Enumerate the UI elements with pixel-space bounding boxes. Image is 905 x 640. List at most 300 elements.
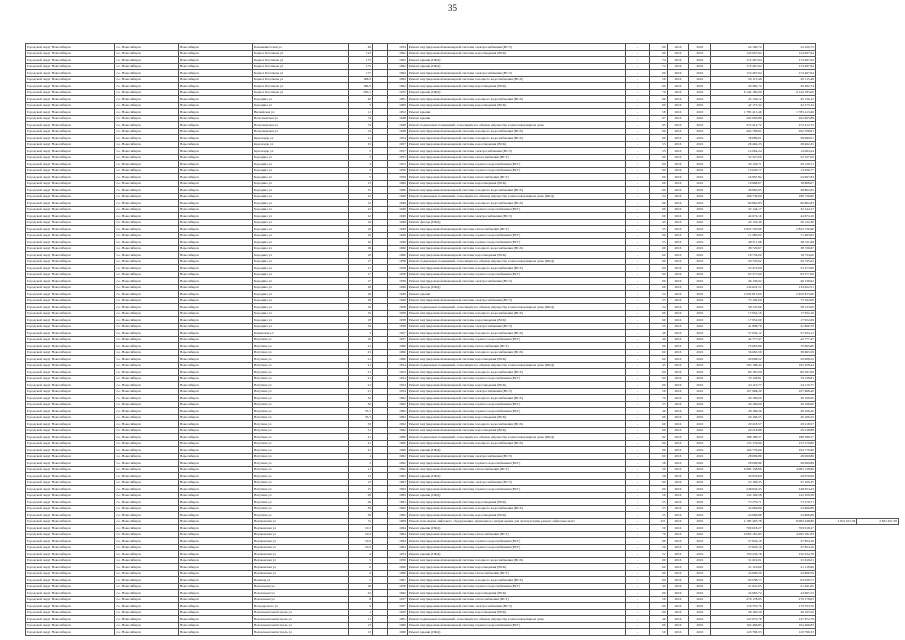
- table-cell: Городской округ Новосибирск: [26, 382, 115, 389]
- table-cell: 24 665,72: [711, 590, 763, 597]
- table-cell: 1957: [388, 596, 408, 603]
- table-cell: 1949: [388, 193, 408, 200]
- table-cell: Ремонт внутридомовой инженерной системы горячего водоснабжения (ВСГ): [407, 486, 625, 493]
- table-cell: 1960: [388, 102, 408, 109]
- table-cell: 54: [650, 304, 667, 311]
- table-cell: Городской округ Новосибирск: [26, 57, 115, 64]
- table-cell: 2016: [689, 265, 711, 272]
- table-cell: Бородина ул: [252, 271, 348, 278]
- table-cell: 74: [650, 63, 667, 70]
- table-cell: 70 605,80: [711, 343, 763, 350]
- table-cell: 18: [348, 245, 372, 252]
- table-cell: 188 186,57: [711, 434, 763, 441]
- table-cell: Городской округ Новосибирск: [26, 440, 115, 447]
- table-cell: 2016: [667, 232, 689, 239]
- table-cell: 194 776,60: [711, 447, 763, 454]
- table-cell: -: [626, 76, 650, 83]
- table-cell: 2016: [667, 434, 689, 441]
- table-cell: 2016: [667, 89, 689, 96]
- table-cell: 20 132,40: [711, 219, 763, 226]
- table-cell: 2016: [689, 252, 711, 259]
- table-cell: г.о. Новосибирск: [115, 115, 178, 122]
- table-cell: Городской округ Новосибирск: [26, 206, 115, 213]
- table-cell: 50: [650, 388, 667, 395]
- table-cell: 2016: [689, 343, 711, 350]
- table-cell: 38 729,67: [763, 245, 815, 252]
- table-cell: -: [626, 44, 650, 51]
- table-cell: -: [626, 148, 650, 155]
- table-cell: г.о. Новосибирск: [115, 486, 178, 493]
- table-cell: г.о. Новосибирск: [115, 590, 178, 597]
- table-cell: Ремонт крыши (ПКД): [407, 525, 625, 532]
- table-cell: 60: [650, 252, 667, 259]
- table-cell: 60: [650, 102, 667, 109]
- table-cell: 38 729,67: [711, 245, 763, 252]
- table-cell: 1962: [388, 512, 408, 519]
- table-cell: 21: [348, 382, 372, 389]
- table-cell: 2016: [667, 577, 689, 584]
- table-cell: Новосибирск: [178, 577, 252, 584]
- table-cell: 2 823 720,90: [763, 226, 815, 233]
- table-cell: г.о. Новосибирск: [115, 531, 178, 538]
- table-cell: 80 187,09: [711, 369, 763, 376]
- table-cell: Ремонт внутридомовой инженерной системы горячего водоснабжения (ВСГ): [407, 622, 625, 629]
- table-cell: -: [626, 278, 650, 285]
- table-cell: -: [626, 154, 650, 161]
- table-cell: Новосибирск: [178, 590, 252, 597]
- table-cell: 174 497,64: [763, 63, 815, 70]
- table-cell: 2016: [689, 538, 711, 545]
- table-cell: 2016: [667, 187, 689, 194]
- table-cell: 2016: [689, 291, 711, 298]
- table-cell: Городской округ Новосибирск: [26, 96, 115, 103]
- table-cell: 2016: [667, 544, 689, 551]
- table-cell: 2016: [667, 200, 689, 207]
- table-cell: Городской округ Новосибирск: [26, 141, 115, 148]
- table-cell: Городской округ Новосибирск: [26, 122, 115, 129]
- table-cell: Вокзальная магистраль ул: [252, 622, 348, 629]
- table-cell: 27 824,10: [763, 544, 815, 551]
- table-cell: -: [626, 336, 650, 343]
- table-cell: -: [626, 122, 650, 129]
- table-cell: Новосибирск: [178, 102, 252, 109]
- table-cell: 20 115,46: [711, 76, 763, 83]
- table-cell: 2016: [667, 349, 689, 356]
- table-cell: 28 099,89: [711, 453, 763, 460]
- table-cell: 1963: [388, 473, 408, 480]
- table-cell: 2016: [667, 401, 689, 408]
- table-cell: -: [626, 83, 650, 90]
- table-cell: 60: [650, 154, 667, 161]
- table-cell: -: [626, 343, 650, 350]
- table-cell: 12: [348, 200, 372, 207]
- table-cell: 2016: [689, 219, 711, 226]
- table-cell: 2 841 627,59: [857, 518, 899, 525]
- table-cell: Ремонт внутридомовой инженерной системы горячего водоснабжения (ВСГ): [407, 161, 625, 168]
- table-cell: Городской округ Новосибирск: [26, 226, 115, 233]
- table-cell: 60: [650, 603, 667, 610]
- table-cell: 2016: [667, 161, 689, 168]
- table-cell: 10/2: [348, 544, 372, 551]
- table-cell: г.о. Новосибирск: [115, 96, 178, 103]
- table-row: [26, 629, 899, 636]
- table-cell: 7а: [348, 518, 372, 525]
- table-cell: 11: [348, 466, 372, 473]
- table-cell: 2016: [667, 122, 689, 129]
- table-cell: 21: [348, 388, 372, 395]
- table-cell: 2016: [689, 629, 711, 636]
- table-cell: Бородина ул: [252, 102, 348, 109]
- table-cell: 60: [650, 70, 667, 77]
- table-cell: -: [626, 245, 650, 252]
- table-cell: 2016: [667, 50, 689, 57]
- table-cell: 60 862,83: [763, 200, 815, 207]
- table-cell: -: [626, 174, 650, 181]
- table-cell: 2016: [667, 564, 689, 571]
- table-cell: 1963: [388, 492, 408, 499]
- table-cell: Ремонт внутридомовой инженерной системы электроснабжения (ВСЭ): [407, 323, 625, 330]
- table-cell: 2016: [667, 518, 689, 525]
- table-cell: Военная ул: [252, 577, 348, 584]
- table-cell: Волочаевская ул: [252, 128, 348, 135]
- table-cell: 1963: [388, 479, 408, 486]
- table-cell: 276 178,05: [711, 596, 763, 603]
- table-cell: Ремонт внутридомовой инженерной системы горячего водоснабжения (ВСГ): [407, 206, 625, 213]
- table-cell: 29 976,69: [763, 473, 815, 480]
- table-cell: 2016: [667, 447, 689, 454]
- table-cell: 4 093 181,83: [711, 531, 763, 538]
- table-cell: 8 084 248,86: [763, 518, 815, 525]
- table-cell: 41: [348, 440, 372, 447]
- table-cell: Ватутина ул: [252, 369, 348, 376]
- table-cell: Новосибирск: [178, 128, 252, 135]
- table-cell: 1949: [388, 232, 408, 239]
- table-cell: -: [626, 128, 650, 135]
- table-cell: 60: [650, 161, 667, 168]
- table-cell: 177: [348, 70, 372, 77]
- table-cell: 58 133,00: [763, 304, 815, 311]
- table-cell: 26 166,25: [763, 414, 815, 421]
- table-cell: 29 218,88: [711, 427, 763, 434]
- table-cell: Ремонт внутридомовой инженерной системы водоотведения (ВСК): [407, 512, 625, 519]
- table-cell: Ремонт внутридомовой инженерной системы горячего водоснабжения (ВСГ): [407, 544, 625, 551]
- table-cell: Городской округ Новосибирск: [26, 115, 115, 122]
- table-cell: 2016: [667, 343, 689, 350]
- table-cell: 60: [650, 421, 667, 428]
- table-cell: Городской округ Новосибирск: [26, 174, 115, 181]
- table-cell: -: [626, 323, 650, 330]
- table-cell: 50: [650, 466, 667, 473]
- table-cell: -: [626, 395, 650, 402]
- table-cell: 2016: [667, 466, 689, 473]
- table-cell: Новосибирск: [178, 76, 252, 83]
- table-cell: Городской округ Новосибирск: [26, 395, 115, 402]
- table-cell: 5: [348, 557, 372, 564]
- table-cell: 2016: [667, 219, 689, 226]
- table-cell: 1964: [388, 544, 408, 551]
- table-cell: 50: [650, 596, 667, 603]
- table-cell: 60: [650, 96, 667, 103]
- table-cell: -: [626, 629, 650, 636]
- table-cell: 186 739,60: [711, 193, 763, 200]
- table-cell: 2016: [689, 401, 711, 408]
- table-cell: Ватутина ул: [252, 375, 348, 382]
- table-cell: г.о. Новосибирск: [115, 278, 178, 285]
- table-cell: 2016: [689, 499, 711, 506]
- table-cell: 14 064,24: [763, 148, 815, 155]
- table-cell: Краснодар ул: [252, 141, 348, 148]
- table-cell: 28 165,50: [763, 609, 815, 616]
- table-cell: Бородина ул: [252, 219, 348, 226]
- table-cell: 2016: [689, 323, 711, 330]
- table-cell: 1948: [388, 122, 408, 129]
- table-cell: 13 026,77: [763, 167, 815, 174]
- table-cell: 174 497,64: [711, 63, 763, 70]
- table-cell: 29 218,88: [763, 427, 815, 434]
- table-cell: 1960: [388, 343, 408, 350]
- table-cell: 2016: [689, 122, 711, 129]
- table-cell: Городской округ Новосибирск: [26, 200, 115, 207]
- table-cell: 27 824,10: [763, 538, 815, 545]
- table-cell: 2016: [667, 499, 689, 506]
- table-cell: 2016: [667, 453, 689, 460]
- table-cell: 10/2: [348, 538, 372, 545]
- table-cell: Городской округ Новосибирск: [26, 161, 115, 168]
- table-cell: Городской округ Новосибирск: [26, 408, 115, 415]
- table-cell: 31 619,01: [711, 557, 763, 564]
- table-cell: 2016: [689, 44, 711, 51]
- table-cell: Вертковская ул: [252, 551, 348, 558]
- table-cell: Ремонт внутридомовой инженерной системы холодного водоснабжения (ВСХ): [407, 310, 625, 317]
- table-cell: Новосибирск: [178, 564, 252, 571]
- table-cell: г.о. Новосибирск: [115, 128, 178, 135]
- table-cell: 18: [348, 252, 372, 259]
- table-cell: Городской округ Новосибирск: [26, 603, 115, 610]
- table-cell: г.о. Новосибирск: [115, 200, 178, 207]
- table-cell: 2016: [667, 479, 689, 486]
- table-cell: Новосибирск: [178, 609, 252, 616]
- table-cell: 23: [348, 349, 372, 356]
- table-cell: 153 179,60: [711, 440, 763, 447]
- table-cell: 2016: [689, 414, 711, 421]
- table-cell: г.о. Новосибирск: [115, 473, 178, 480]
- table-cell: 1962: [388, 70, 408, 77]
- table-cell: Ремонт внутридомовой инженерной системы холодного водоснабжения (ВСХ): [407, 135, 625, 142]
- table-cell: Ватутина ул: [252, 427, 348, 434]
- table-cell: 16: [348, 219, 372, 226]
- table-cell: Новосибирск: [178, 161, 252, 168]
- table-cell: 2016: [667, 304, 689, 311]
- table-cell: 1960: [388, 440, 408, 447]
- table-cell: 1959: [388, 174, 408, 181]
- table-cell: 55: [650, 148, 667, 155]
- table-cell: 2016: [689, 447, 711, 454]
- table-cell: -: [626, 616, 650, 623]
- table-cell: 1958: [388, 323, 408, 330]
- table-cell: Бородина ул: [252, 245, 348, 252]
- table-cell: Новосибирск: [178, 174, 252, 181]
- table-cell: 2016: [689, 213, 711, 220]
- table-cell: Городской округ Новосибирск: [26, 460, 115, 467]
- table-cell: 1962: [388, 460, 408, 467]
- table-cell: Городской округ Новосибирск: [26, 148, 115, 155]
- table-cell: 2016: [689, 167, 711, 174]
- table-cell: 28 099,89: [763, 453, 815, 460]
- table-cell: 276 178,05: [763, 596, 815, 603]
- table-cell: 1960: [388, 245, 408, 252]
- table-cell: 27 824,10: [711, 544, 763, 551]
- table-cell: 63 377,00: [711, 271, 763, 278]
- table-cell: 73 192,00: [711, 297, 763, 304]
- table-cell: Городской округ Новосибирск: [26, 583, 115, 590]
- table-cell: Новосибирск: [178, 486, 252, 493]
- table-cell: Городской округ Новосибирск: [26, 232, 115, 239]
- table-cell: -: [626, 310, 650, 317]
- table-cell: Ватутина ул: [252, 486, 348, 493]
- table-cell: -: [626, 388, 650, 395]
- table-cell: Бородина ул: [252, 278, 348, 285]
- table-cell: г.о. Новосибирск: [115, 570, 178, 577]
- table-cell: 174 497,64: [763, 70, 815, 77]
- table-cell: 1957: [388, 336, 408, 343]
- table-cell: 16: [348, 583, 372, 590]
- table-cell: Городской округ Новосибирск: [26, 89, 115, 96]
- table-cell: -: [626, 551, 650, 558]
- table-cell: -: [626, 317, 650, 324]
- table-cell: 2016: [689, 278, 711, 285]
- table-cell: 1962: [388, 466, 408, 473]
- table-cell: 19: [348, 310, 372, 317]
- table-cell: 2016: [667, 369, 689, 376]
- table-cell: г.о. Новосибирск: [115, 193, 178, 200]
- table-cell: 12: [348, 193, 372, 200]
- table-cell: Ремонт внутридомовой инженерной системы водоотведения (ВСК): [407, 564, 625, 571]
- table-cell: Новосибирск: [178, 167, 252, 174]
- table-cell: Ремонт внутридомовой инженерной системы водоотведения (ВСК): [407, 499, 625, 506]
- table-cell: Ремонт подвальных помещений, относящихся к общему имуществу в многоквартирном доме: [407, 616, 625, 623]
- table-cell: 2016: [689, 135, 711, 142]
- table-cell: -: [626, 200, 650, 207]
- table-cell: Новосибирск: [178, 278, 252, 285]
- table-cell: Ватутина ул: [252, 447, 348, 454]
- table-cell: Городской округ Новосибирск: [26, 473, 115, 480]
- table-cell: Новосибирск: [178, 460, 252, 467]
- table-cell: Городской округ Новосибирск: [26, 492, 115, 499]
- table-cell: 60: [650, 486, 667, 493]
- table-cell: 2016: [689, 187, 711, 194]
- table-cell: 29 068,22: [711, 356, 763, 363]
- table-cell: 5: [348, 174, 372, 181]
- table-cell: 1958: [388, 583, 408, 590]
- table-cell: 50: [650, 544, 667, 551]
- table-cell: 2016: [689, 161, 711, 168]
- table-cell: 32: [348, 401, 372, 408]
- table-cell: Городской округ Новосибирск: [26, 330, 115, 337]
- table-cell: 15: [348, 486, 372, 493]
- table-cell: 50: [650, 525, 667, 532]
- table-cell: 60: [650, 570, 667, 577]
- table-cell: 93 038,77: [711, 577, 763, 584]
- table-cell: 32: [348, 395, 372, 402]
- table-cell: 2016: [689, 434, 711, 441]
- table-cell: 150 234,78: [763, 551, 815, 558]
- table-cell: -: [626, 382, 650, 389]
- table-cell: Новосибирск: [178, 557, 252, 564]
- table-cell: Городской округ Новосибирск: [26, 291, 115, 298]
- table-cell: г.о. Новосибирск: [115, 492, 178, 499]
- table-cell: Городской округ Новосибирск: [26, 388, 115, 395]
- table-cell: 2016: [689, 63, 711, 70]
- table-cell: 1959: [388, 557, 408, 564]
- table-cell: Новосибирск: [178, 453, 252, 460]
- table-cell: Вертковская ул: [252, 570, 348, 577]
- table-cell: Ремонт внутридомовой инженерной системы теплоснабжения (ВСТ): [407, 466, 625, 473]
- table-cell: 55: [650, 239, 667, 246]
- table-cell: 1960: [388, 356, 408, 363]
- table-cell: 46 139,92: [763, 278, 815, 285]
- table-cell: 2016: [689, 239, 711, 246]
- table-cell: 1960: [388, 564, 408, 571]
- table-cell: 5: [348, 577, 372, 584]
- table-cell: г.о. Новосибирск: [115, 343, 178, 350]
- table-cell: 174 497,64: [763, 57, 815, 64]
- table-cell: 44 674,16: [763, 213, 815, 220]
- table-cell: 60: [650, 265, 667, 272]
- table-cell: -: [626, 349, 650, 356]
- table-cell: 2016: [667, 622, 689, 629]
- table-cell: Городской округ Новосибирск: [26, 109, 115, 116]
- table-cell: 52: [650, 551, 667, 558]
- table-cell: 6: [348, 564, 372, 571]
- table-cell: 60: [650, 349, 667, 356]
- table-cell: 29 129,71: [763, 161, 815, 168]
- table-cell: 70: [650, 531, 667, 538]
- table-cell: 1964: [388, 531, 408, 538]
- table-cell: г.о. Новосибирск: [115, 401, 178, 408]
- table-cell: Ремонт внутридомовой инженерной системы водоотведения (ВСК): [407, 590, 625, 597]
- table-cell: г.о. Новосибирск: [115, 466, 178, 473]
- table-cell: Новосибирск: [178, 323, 252, 330]
- table-cell: 2016: [689, 226, 711, 233]
- table-cell: г.о. Новосибирск: [115, 323, 178, 330]
- table-cell: г.о. Новосибирск: [115, 70, 178, 77]
- table-cell: Ремонт внутридомовой инженерной системы горячего водоснабжения (ВСГ): [407, 167, 625, 174]
- table-cell: 1954: [388, 382, 408, 389]
- table-cell: г.о. Новосибирск: [115, 219, 178, 226]
- table-cell: 2016: [667, 141, 689, 148]
- table-cell: Городской округ Новосибирск: [26, 180, 115, 187]
- table-cell: Ремонт внутридомовой инженерной системы холодного водоснабжения (ВСХ): [407, 505, 625, 512]
- table-cell: Ремонт внутридомовой инженерной системы электроснабжения (ВСЭ): [407, 297, 625, 304]
- table-cell: 123: [348, 50, 372, 57]
- table-cell: 60: [650, 245, 667, 252]
- table-cell: Городской округ Новосибирск: [26, 70, 115, 77]
- table-cell: Ремонт внутридомовой инженерной системы водоотведения (ВСК): [407, 317, 625, 324]
- table-cell: 2016: [689, 421, 711, 428]
- table-cell: 2016: [689, 492, 711, 499]
- table-cell: Новосибирск: [178, 239, 252, 246]
- table-cell: Бородина ул: [252, 226, 348, 233]
- table-cell: -: [626, 408, 650, 415]
- table-cell: 104 466,83: [711, 622, 763, 629]
- table-cell: 55: [650, 226, 667, 233]
- table-cell: 60: [650, 375, 667, 382]
- table-cell: Ватутина ул: [252, 408, 348, 415]
- table-cell: Новосибирск: [178, 310, 252, 317]
- table-cell: 2016: [689, 200, 711, 207]
- table-cell: 2016: [667, 213, 689, 220]
- table-cell: г.о. Новосибирск: [115, 89, 178, 96]
